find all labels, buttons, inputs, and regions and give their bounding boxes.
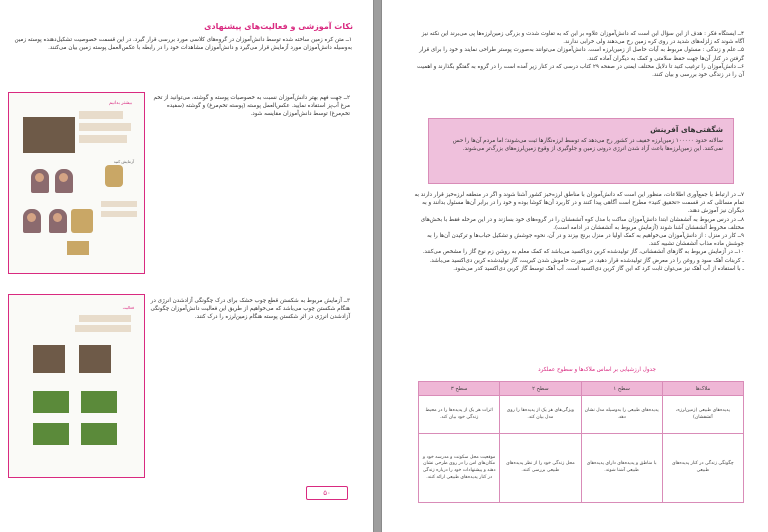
right-text-block-1: [414, 30, 744, 79]
table-header-level-3: سطح ۳: [419, 382, 500, 396]
paragraph-4: ۴ــ ایستگاه فکر : هدف از این سؤال این است که دانش‌آموزان علاوه بر این که به تفاوت شدت و بزرگی زمین‌لرزه‌ها پی می‌برند این نکته نیز آگاه شوند که زلزله‌های شدید در روی کره زمین رخ می‌دهند ولی خرابی ندارند.: [421, 31, 744, 46]
layer-model-image: [81, 423, 117, 445]
table-cell: پدیده‌های طبیعی را به‌وسیله مدل نشان دهد.: [581, 396, 662, 434]
layer-model-image: [33, 391, 69, 413]
textbook-figure-1: [8, 92, 145, 274]
student-photo: [79, 345, 111, 373]
student-photo: [33, 345, 65, 373]
paragraph-3: ۳ــ آزمایش مربوط به شکستن قطع چوب خشک برای درک چگونگی آزادشدن انرژی در هنگام شکستن چوب می‌باشد که می‌خواهیم از طریق این فعالیت دانش‌آموزان چگونگی آزادشدن انرژی در اثر شکستن پوسته هنگام زمین‌لرزه را درک کنند.: [150, 298, 350, 321]
box-text: سالانه حدود ۱۰۰۰۰۰ زمین‌لرزه خفیف در کشور رخ می‌دهد که توسط لرزه‌نگارها ثبت می‌شوند؛ اما مردم آن‌ها را حس نمی‌کنند. این زمین‌لرزه‌ها باعث آزاد شدن انرژی درونی زمین و جلوگیری از وقوع زمین‌لرزه‌های بزرگ‌تر می‌شوند.: [452, 138, 723, 153]
table-header-level-2: سطح ۲: [500, 382, 581, 396]
face-image: [27, 213, 36, 222]
table-cell: پدیده‌های طبیعی (زمین‌لرزه، آتشفشان): [662, 396, 743, 434]
left-page: [0, 0, 374, 532]
right-page: [381, 0, 768, 532]
table-cell: با مناطق و پدیده‌های دارای پدیده‌های طبیعی آشنا شوند.: [581, 434, 662, 503]
paragraph-5: ۵ــ علم و زندگی : مسئول مربوط به آیات حاصل از زمین‌لرزه است. دانش‌آموزان می‌توانند به‌صورت پوستر طراحی نمایند و خود را برای قرار گرفتن در کنار آن‌ها جهت حفظ سلامتی و کمک به دیگران آماده کنند.: [419, 47, 744, 62]
table-cell: محل زندگی خود را از نظر پدیده‌های طبیعی بررسی کنند.: [500, 434, 581, 503]
paragraph-10b: ـ با استفاده از آب آهک نیز می‌توان ثابت کرد که این گاز کربن دی‌اکسید است. آب آهک توسط گاز کربن دی‌اکسید کدر می‌شود.: [453, 265, 744, 272]
table-row: [419, 396, 744, 434]
table-cell: موقعیت محل سکونت و مدرسه خود و مکان‌های امن را در روی طرحی نشان دهند و پیشنهادات خود را درباره زندگی در کنار پدیده‌های طبیعی ارائه کنند.: [419, 434, 500, 503]
table-cell: چگونگی زندگی در کنار پدیده‌های طبیعی: [662, 434, 743, 503]
box-title: شگفتی‌های آفرینش: [650, 125, 723, 134]
figure-1-title: بیشتر بدانیم: [109, 101, 132, 106]
face-image: [53, 213, 62, 222]
text-block-image: [79, 135, 127, 143]
text-block-image: [79, 123, 131, 131]
figure-illustration: [67, 241, 89, 255]
figure-2-caption: فعالیت: [122, 305, 134, 310]
figure-illustration: [105, 165, 123, 187]
paragraph-1: ۱ــ متن کره زمین ساخته شده توسط دانش‌آموزان در گروه‌های کلاسی مورد بررسی قرار گیرد. در این قسمت خصوصیت تشکیل‌دهنده پوسته زمین به‌وسیله دانش‌آموزان مورد آزمایش قرار می‌گیرد و دانش‌آموزان مشاهدات خود را در رابطه با عکس‌العمل پوسته زمین بیان می‌کنند.: [14, 37, 352, 52]
paragraph-6: ۶ــ دانش‌آموزان را ترغیب کنید تا دلایل مختلف ایمنی در صفحه ۲۹ کتاب درسی که در کنار زیر آمده است را در گروه به گفتگو بگذارند و اهمیت آن را در زندگی خود بررسی و بیان کنند.: [416, 63, 744, 79]
wonders-of-creation-box: [428, 118, 734, 184]
figure-illustration: [71, 209, 93, 233]
table-header-level-1: سطح ۱: [581, 382, 662, 396]
layer-model-image: [81, 391, 117, 413]
text-block-image: [75, 325, 131, 332]
paragraph-10: ۱۰ــ در آزمایش مربوط به گازهای آتشفشانی، گاز تولیدشده کربن دی‌اکسید می‌باشد که کمک معلم به روشن زم نوع گاز را مشخص می‌کنند.: [422, 249, 744, 256]
layer-model-image: [33, 423, 69, 445]
section-title: نکات آموزشی و فعالیت‌های پیشنهادی: [204, 22, 353, 31]
text-block-image: [79, 315, 131, 322]
earthquake-photo: [23, 117, 75, 153]
table-header-criteria: ملاک‌ها: [662, 382, 743, 396]
assessment-table: [418, 381, 744, 503]
right-text-block-2: [414, 191, 744, 273]
text-block-image: [101, 201, 137, 207]
page-number: ۵۰: [306, 486, 348, 500]
face-image: [35, 173, 44, 182]
paragraph-2: ۲ــ جهت فهم بهتر دانش‌آموزان نسبت به خصوصیات پوسته و گوشته، می‌توانید از تخم مرغ آب‌پز استفاده نمایید. عکس‌العمل پوسته (پوسته تخم‌مرغ) و گوشته (سفیده تخم‌مرغ) توسط دانش‌آموزان مقایسه شود.: [153, 95, 350, 118]
text-block-image: [101, 211, 137, 217]
face-image: [59, 173, 68, 182]
paragraph-7: ۷ــ در ارتباط با جمع‌آوری اطلاعات، منظور این است که دانش‌آموزان با مناطق لرزه‌خیز کشور آشنا شوند و اگر در منطقه لرزه‌خیز قرار دارند به تمام مسائلی که در قسمت «تحقیق کنید» مطرح است آگاهی پیدا کنند و در کاربرد آن‌ها کوشا بوده و خود را در برابر آن‌ها مسئول بدانند و به دیگران نیز آموزش دهند.: [414, 192, 744, 215]
text-block-image: [79, 111, 123, 119]
table-row: [419, 434, 744, 503]
paragraph-9: ۹ــ کار در منزل : از دانش‌آموزان می‌خواهیم به کمک اولیا در منزل برنج بپزند و در آن، نحوه جوشش و تشکیل حباب‌ها و ترکیدن آن‌ها را به جوشش ماده مذاب آتشفشان تشبیه کنند.: [427, 233, 744, 248]
table-header-row: [419, 382, 744, 396]
paragraph-10a: ـ کربنات آهک سود و روغن را در معرض گاز تولیدشده قرار دهید، در صورت خاموش شدن کبریت، گاز تولیدشده کربن دی‌اکسید می‌باشد.: [429, 257, 744, 264]
table-cell: اثرات هر یک از پدیده‌ها را در محیط زندگی خود بیان کند.: [419, 396, 500, 434]
textbook-figure-2: [8, 294, 145, 478]
table-cell: ویژگی‌های هر یک از پدیده‌ها را روی مدل بیان کند.: [500, 396, 581, 434]
paragraph-8: ۸ــ در درس مربوط به آتشفشان ابتدا دانش‌آموزان ساکت با مدل کوه آتشفشان را در گروه‌های خود بسازند و در این مرحله فقط با بخش‌های مختلف مخروط آتشفشان آشنا شوند (آزمایش مربوط به آتشفشان در ادامه است).: [420, 216, 744, 231]
figure-1-caption: آزمایش کنید: [113, 159, 134, 164]
table-title: جدول ارزشیابی بر اساس ملاک‌ها و سطوح عملکرد: [538, 367, 656, 373]
